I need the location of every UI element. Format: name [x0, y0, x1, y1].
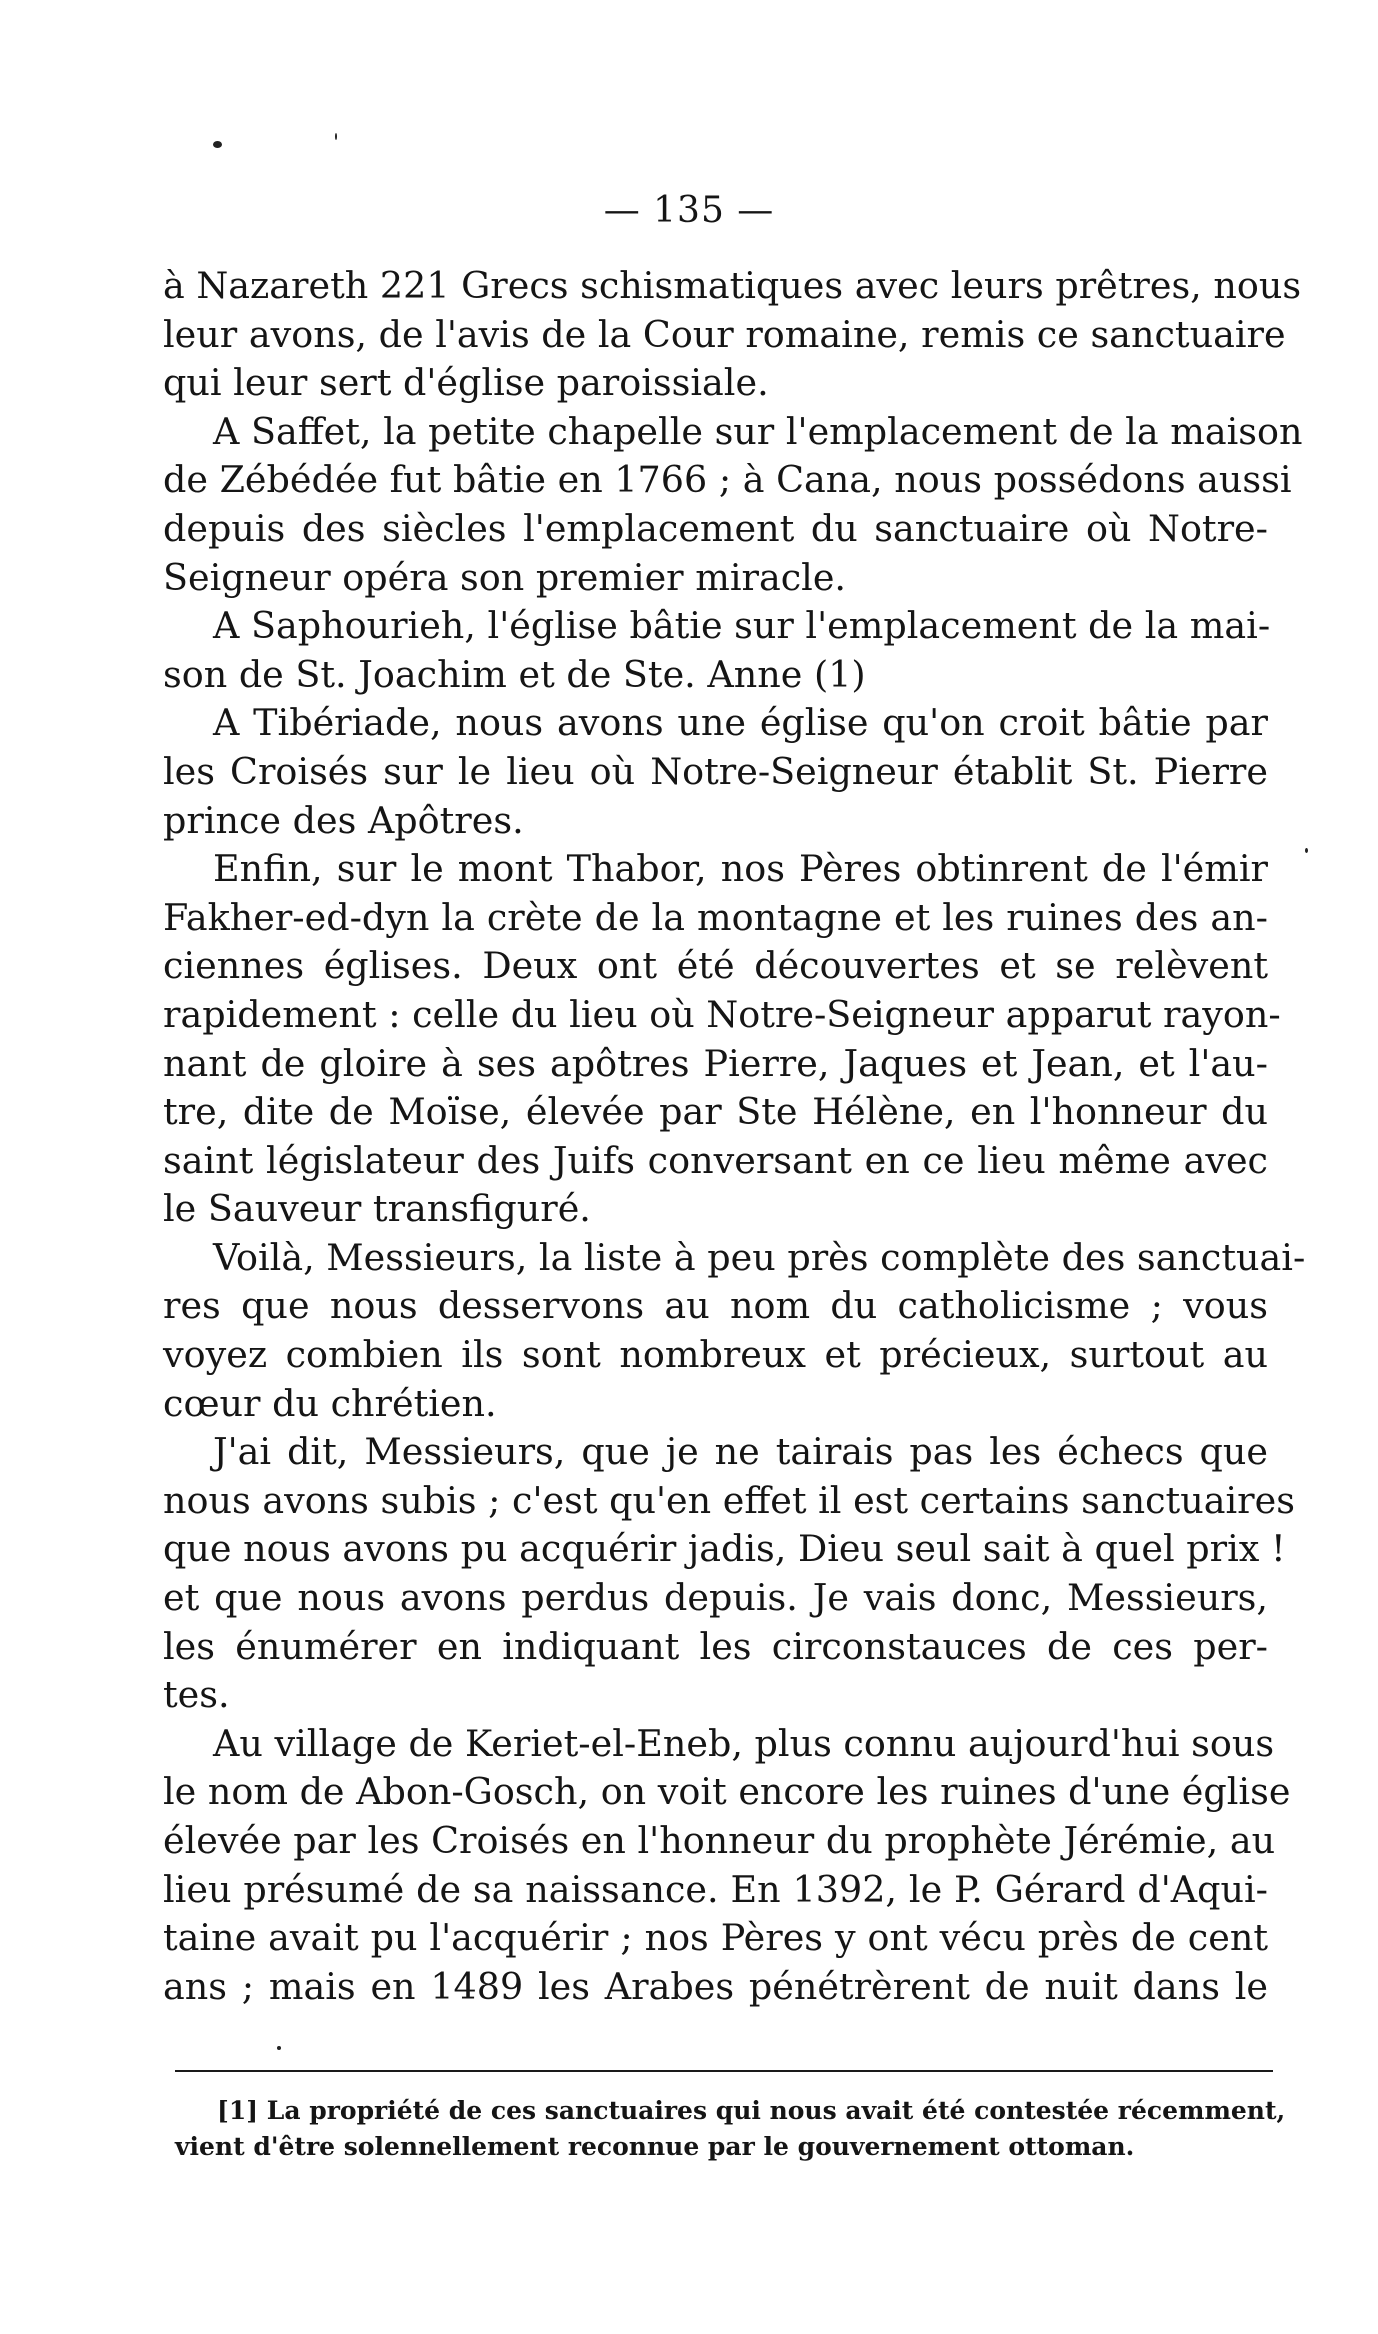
paragraph — [163, 1428, 1295, 1720]
text-line: Seigneur opéra son premier miracle. — [163, 555, 847, 599]
text-line: A Saphourieh, l'église bâtie sur l'emplacement de la mai- — [213, 604, 1271, 648]
footnote-line: vient d'être solennellement reconnue par le gouvernement ottoman. — [175, 2132, 1135, 2161]
scan-speck — [277, 2046, 281, 2050]
text-line: saint législateur des Juifs conversant en ce lieu même avec — [163, 1138, 1268, 1182]
text-line: Enfin, sur le mont Thabor, nos Pères obtinrent de l'émir — [213, 847, 1268, 891]
text-line: lieu présumé de sa naissance. En 1392, le P. Gérard d'Aqui- — [163, 1867, 1268, 1911]
text-line: depuis des siècles l'emplacement du sanctuaire où Notre- — [163, 506, 1268, 550]
footnote — [175, 2093, 1286, 2165]
text-line: cœur du chrétien. — [163, 1381, 497, 1425]
text-line: de Zébédée fut bâtie en 1766 ; à Cana, nous possédons aussi — [163, 458, 1292, 502]
paragraph — [163, 845, 1281, 1234]
text-line: taine avait pu l'acquérir ; nos Pères y ont vécu près de cent — [163, 1916, 1268, 1960]
footnote-line: [1] La propriété de ces sanctuaires qui nous avait été contestée récemment, — [217, 2096, 1286, 2125]
paragraph — [163, 1720, 1291, 2012]
text-line: prince des Apôtres. — [163, 798, 524, 842]
footnote-divider — [175, 2070, 1273, 2072]
text-line: res que nous desservons au nom du catholicisme ; vous — [163, 1284, 1268, 1328]
text-line: le Sauveur transfiguré. — [163, 1187, 591, 1231]
text-line: tes. — [163, 1673, 230, 1717]
text-line: voyez combien ils sont nombreux et précieux, surtout au — [163, 1333, 1268, 1377]
body-text — [163, 262, 1306, 2011]
text-line: à Nazareth 221 Grecs schismatiques avec leurs prêtres, nous — [163, 264, 1302, 307]
text-line: les énumérer en indiquant les circonstauces de ces per- — [163, 1624, 1268, 1668]
text-line: J'ai dit, Messieurs, que je ne tairais pas les échecs que — [213, 1430, 1268, 1474]
page-number: — 135 — — [603, 190, 775, 231]
text-line: ans ; mais en 1489 les Arabes pénétrèrent de nuit dans le — [163, 1964, 1268, 2008]
paragraph — [163, 262, 1302, 408]
text-line: ciennes églises. Deux ont été découvertes et se relèvent — [163, 944, 1268, 988]
text-line: et que nous avons perdus depuis. Je vais donc, Messieurs, — [163, 1576, 1268, 1620]
paragraph — [163, 1234, 1306, 1428]
scan-speck — [335, 133, 337, 140]
text-line: son de St. Joachim et de Ste. Anne (1) — [163, 652, 866, 696]
text-line: le nom de Abon-Gosch, on voit encore les ruines d'une église — [163, 1770, 1291, 1814]
text-line: A Tibériade, nous avons une église qu'on croit bâtie par — [213, 701, 1268, 745]
text-line: Au village de Keriet-el-Eneb, plus connu aujourd'hui sous — [213, 1721, 1275, 1765]
text-line: les Croisés sur le lieu où Notre-Seigneur établit St. Pierre — [163, 749, 1268, 793]
scan-speck — [213, 141, 222, 148]
text-line: élevée par les Croisés en l'honneur du prophète Jérémie, au — [163, 1819, 1276, 1862]
scan-speck — [1305, 848, 1308, 853]
text-line: Fakher-ed-dyn la crète de la montagne et les ruines des an- — [163, 895, 1268, 939]
text-line: Voilà, Messieurs, la liste à peu près complète des sanctuai- — [213, 1235, 1306, 1279]
paragraph — [163, 699, 1268, 845]
text-line: nant de gloire à ses apôtres Pierre, Jaques et Jean, et l'au- — [163, 1041, 1268, 1085]
text-line: tre, dite de Moïse, élevée par Ste Hélène, en l'honneur du — [163, 1090, 1268, 1134]
text-line: rapidement : celle du lieu où Notre-Seigneur apparut rayon- — [163, 992, 1281, 1036]
text-line: A Saffet, la petite chapelle sur l'emplacement de la maison — [213, 409, 1303, 453]
text-line: que nous avons pu acquérir jadis, Dieu seul sait à quel prix ! — [163, 1527, 1286, 1571]
text-line: leur avons, de l'avis de la Cour romaine, remis ce sanctuaire — [163, 312, 1286, 356]
text-line: qui leur sert d'église paroissiale. — [163, 361, 769, 405]
paragraph — [163, 408, 1303, 602]
text-line: nous avons subis ; c'est qu'en effet il est certains sanctuaires — [163, 1478, 1295, 1522]
paragraph — [163, 602, 1271, 699]
